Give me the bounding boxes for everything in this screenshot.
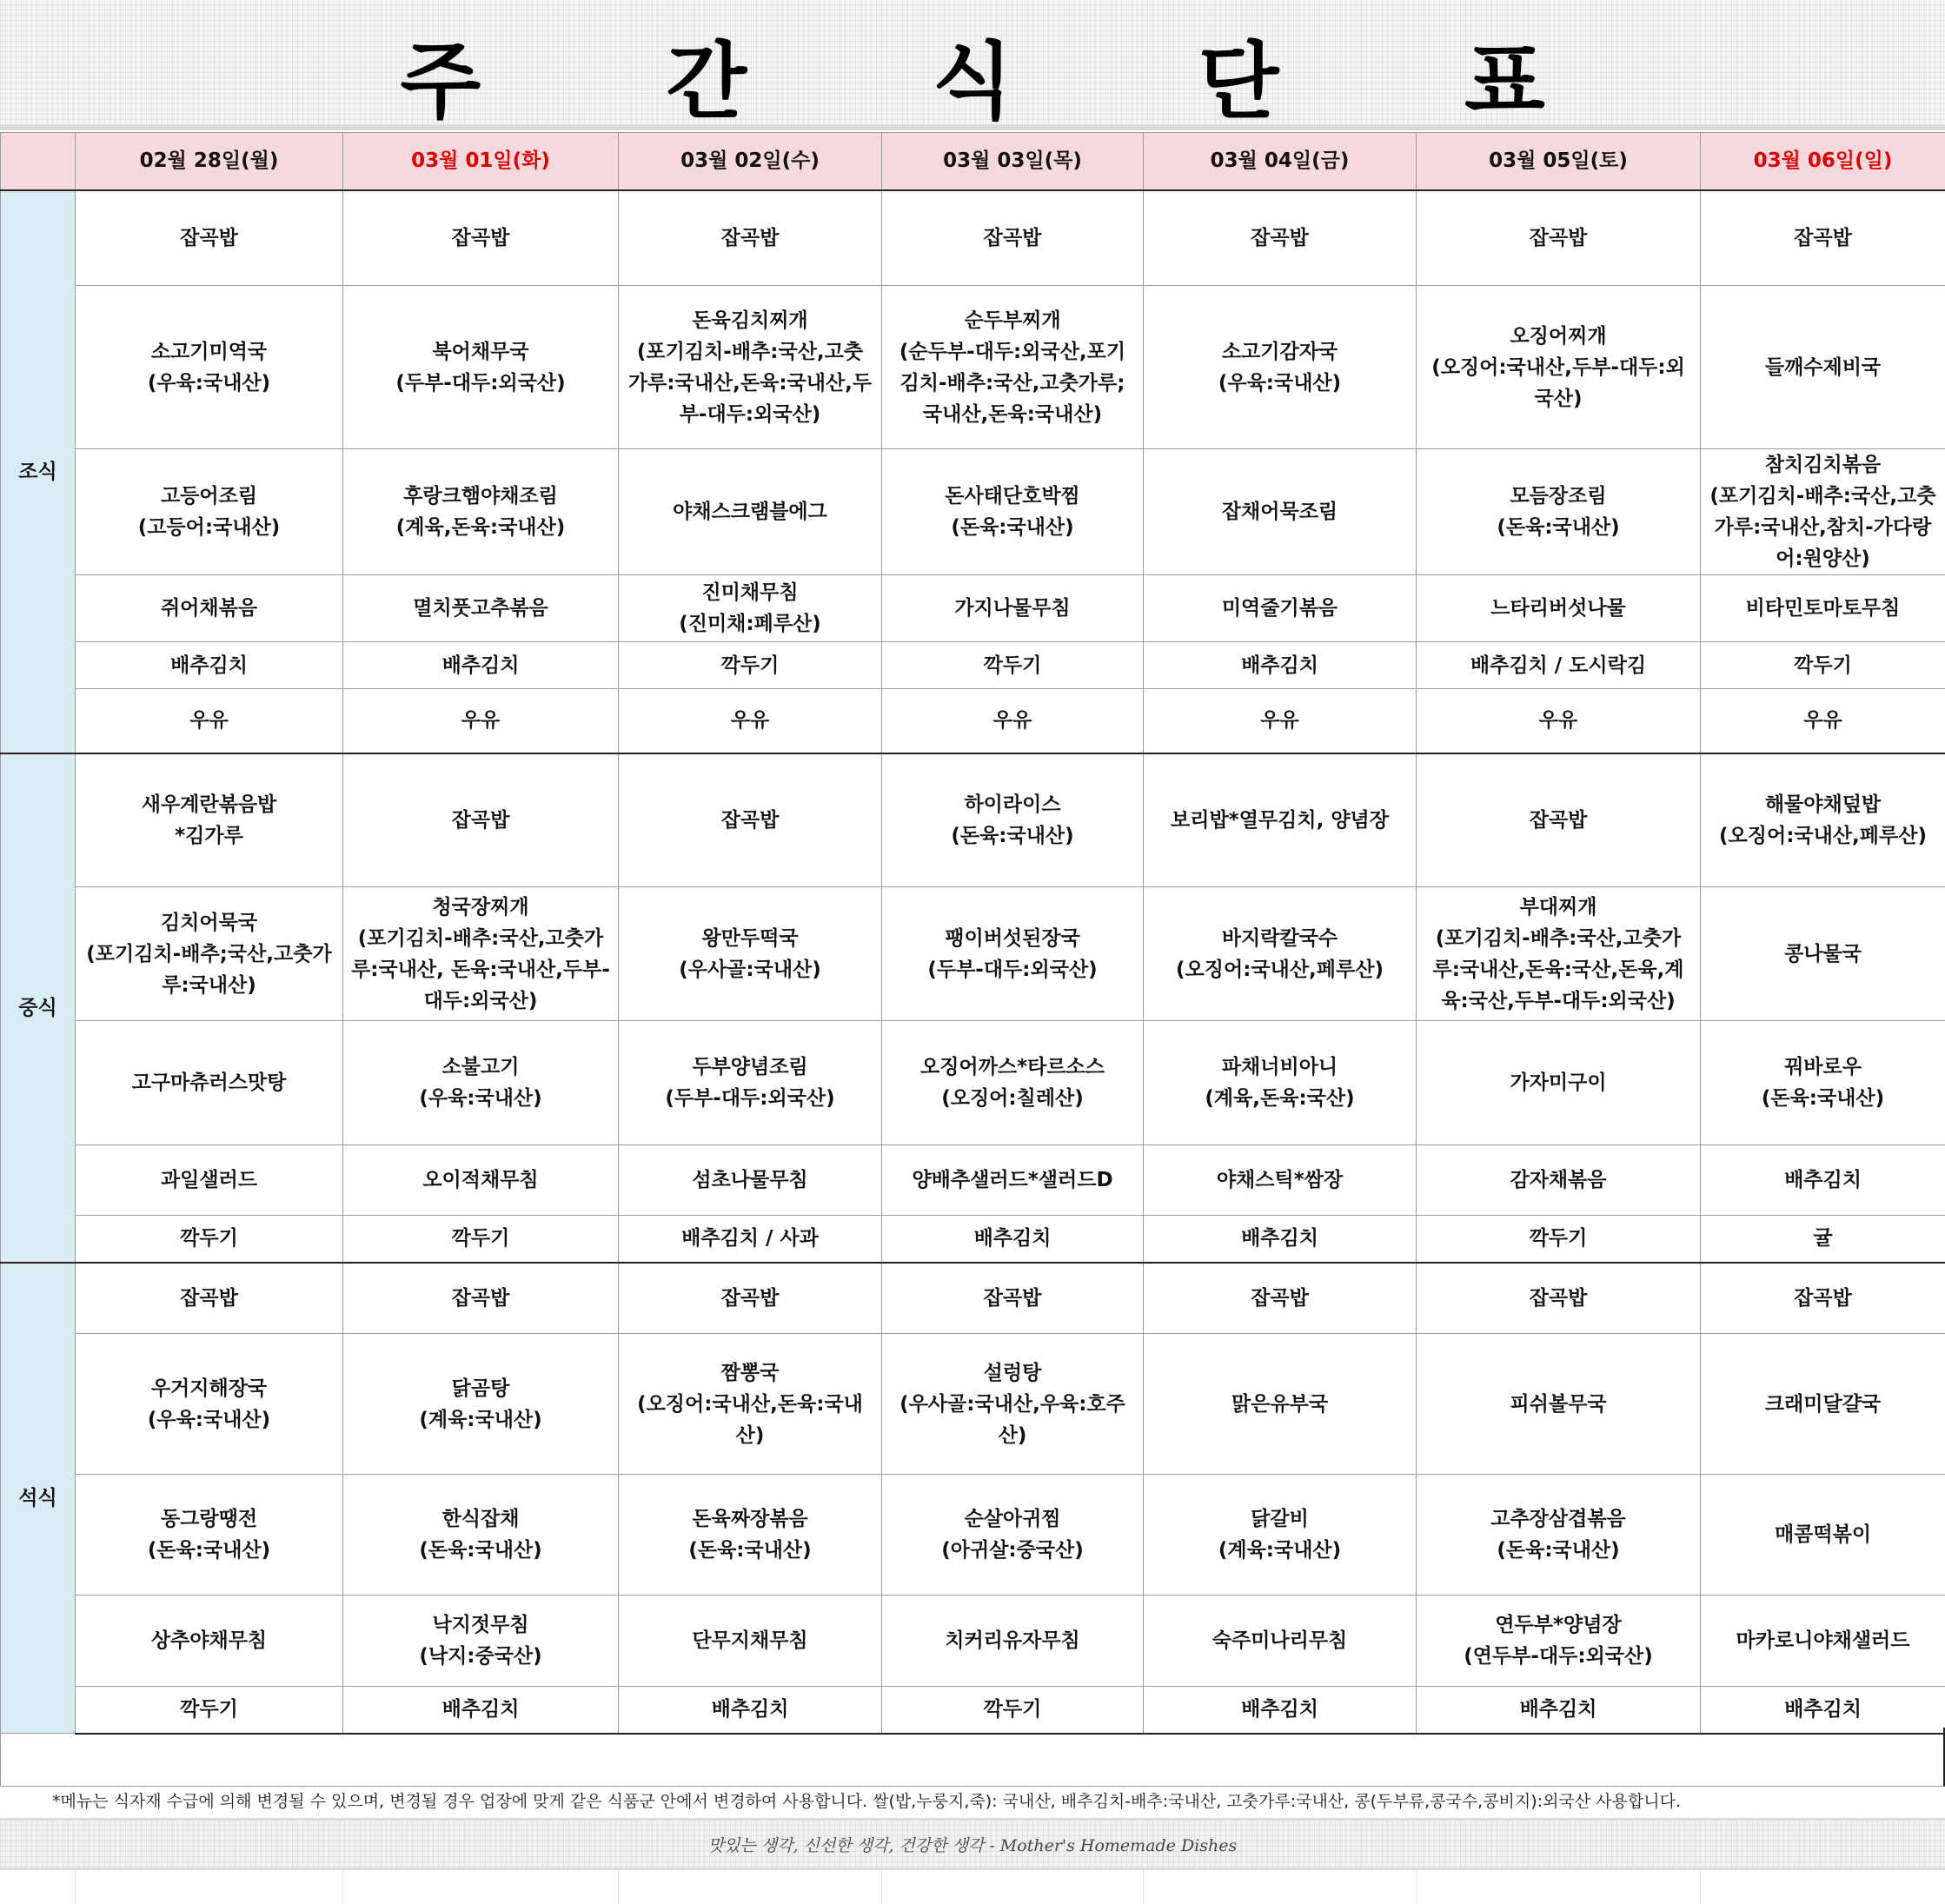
menu-cell: 마카로니야채샐러드 (1701, 1596, 1945, 1687)
menu-cell: 가자미구이 (1417, 1021, 1701, 1145)
menu-cell: 소고기미역국 (우육:국내산) (76, 286, 343, 449)
menu-cell: 잡곡밥 (76, 1263, 343, 1334)
day-header: 02월 28일(월) (76, 133, 343, 190)
menu-cell: 상추야채무침 (76, 1596, 343, 1687)
menu-cell: 콩나물국 (1701, 887, 1945, 1021)
blank-row (0, 1728, 1945, 1787)
menu-cell: 우거지해장국 (우육:국내산) (76, 1334, 343, 1475)
menu-cell: 섬초나물무침 (619, 1145, 882, 1216)
day-header: 03월 06일(일) (1701, 133, 1945, 190)
menu-cell: 돈육김치찌개 (포기김치-배추:국산,고춧 가루:국내산,돈육:국내산,두 부-대두:외국산) (619, 286, 882, 449)
menu-cell: 맑은유부국 (1144, 1334, 1417, 1475)
lunch-row (1, 1145, 1945, 1216)
menu-cell: 순두부찌개 (순두부-대두:외국산,포기 김치-배추:국산,고춧가루; 국내산,돈육:국내산) (882, 286, 1144, 449)
menu-cell: 청국장찌개 (포기김치-배추:국산,고춧가 루:국내산, 돈육:국내산,두부- 대두:외국산) (343, 887, 619, 1021)
menu-cell: 파채너비아니 (계육,돈육:국산) (1144, 1021, 1417, 1145)
footer-band (0, 1818, 1945, 1870)
menu-cell: 깍두기 (882, 642, 1144, 689)
menu-cell: 우유 (1701, 689, 1945, 753)
menu-cell: 잡곡밥 (343, 1263, 619, 1334)
menu-cell: 우유 (76, 689, 343, 753)
breakfast-row (1, 449, 1945, 575)
menu-cell: 순살아귀찜 (아귀살:중국산) (882, 1475, 1144, 1596)
menu-cell: 우유 (343, 689, 619, 753)
meal-label-breakfast: 조식 (1, 190, 76, 753)
menu-cell: 잡곡밥 (619, 1263, 882, 1334)
menu-cell: 참치김치볶음 (포기김치-배추:국산,고춧 가루:국내산,참치-가다랑 어:원양산) (1701, 449, 1945, 575)
breakfast-row (1, 286, 1945, 449)
menu-cell: 잡곡밥 (1417, 1263, 1701, 1334)
date-header-row (1, 133, 1945, 190)
menu-cell: 동그랑땡전 (돈육:국내산) (76, 1475, 343, 1596)
menu-cell: 잡곡밥 (619, 753, 882, 887)
menu-cell: 잡채어묵조림 (1144, 449, 1417, 575)
breakfast-row (1, 642, 1945, 689)
menu-cell: 고등어조림 (고등어:국내산) (76, 449, 343, 575)
menu-cell: 잡곡밥 (882, 190, 1144, 286)
menu-cell: 오이적채무침 (343, 1145, 619, 1216)
menu-cell: 미역줄기볶음 (1144, 575, 1417, 642)
menu-cell: 배추김치 (1701, 1145, 1945, 1216)
menu-cell: 잡곡밥 (1144, 190, 1417, 286)
menu-cell: 우유 (619, 689, 882, 753)
bottom-band (0, 1870, 1945, 1904)
menu-cell: 느타리버섯나물 (1417, 575, 1701, 642)
menu-cell: 들깨수제비국 (1701, 286, 1945, 449)
menu-cell: 잡곡밥 (1701, 190, 1945, 286)
meal-label-lunch: 중식 (1, 753, 76, 1263)
menu-cell: 돈육짜장볶음 (돈육:국내산) (619, 1475, 882, 1596)
menu-cell: 한식잡채 (돈육:국내산) (343, 1475, 619, 1596)
menu-cell: 배추김치 (343, 1687, 619, 1734)
menu-cell: 두부양념조림 (두부-대두:외국산) (619, 1021, 882, 1145)
dinner-row (1, 1687, 1945, 1734)
menu-cell: 새우계란볶음밥 *김가루 (76, 753, 343, 887)
menu-cell: 닭곰탕 (계육:국내산) (343, 1334, 619, 1475)
menu-cell: 배추김치 (1417, 1687, 1701, 1734)
menu-cell: 배추김치 (1701, 1687, 1945, 1734)
menu-cell: 피쉬볼무국 (1417, 1334, 1701, 1475)
menu-cell: 돈사태단호박찜 (돈육:국내산) (882, 449, 1144, 575)
menu-cell: 우유 (882, 689, 1144, 753)
page-title: 주 간 식 단 표 (400, 33, 1623, 130)
menu-cell: 배추김치 / 사과 (619, 1216, 882, 1263)
menu-cell: 낙지젓무침 (낙지:중국산) (343, 1596, 619, 1687)
menu-cell: 잡곡밥 (343, 190, 619, 286)
breakfast-row (1, 190, 1945, 286)
menu-cell: 하이라이스 (돈육:국내산) (882, 753, 1144, 887)
dinner-row (1, 1334, 1945, 1475)
menu-cell: 깍두기 (1417, 1216, 1701, 1263)
menu-cell: 깍두기 (1701, 642, 1945, 689)
menu-cell: 배추김치 (76, 642, 343, 689)
menu-cell: 잡곡밥 (76, 190, 343, 286)
menu-cell: 오징어까스*타르소스 (오징어:칠레산) (882, 1021, 1144, 1145)
menu-cell: 쥐어채볶음 (76, 575, 343, 642)
menu-cell: 김치어묵국 (포기김치-배추;국산,고춧가 루:국내산) (76, 887, 343, 1021)
menu-cell: 깍두기 (619, 642, 882, 689)
menu-cell: 진미채무침 (진미채:페루산) (619, 575, 882, 642)
lunch-row (1, 753, 1945, 887)
menu-cell: 배추김치 (1144, 1216, 1417, 1263)
menu-note: *메뉴는 식자재 수급에 의해 변경될 수 있으며, 변경될 경우 업장에 맞게 같은 식품군 안에서 변경하여 사용합니다. 쌀(밥,누룽지,죽): 국내산, 배추김치-배추:국내산, 고춧가루:국내산, 콩(두부류,콩국수,콩비지):외국산 사용합니다. (52, 1792, 1681, 1811)
menu-cell: 양배추샐러드*샐러드D (882, 1145, 1144, 1216)
footer-slogan: 맛있는 생각, 신선한 생각, 건강한 생각 - Mother's Homemade Dishes (707, 1836, 1238, 1855)
menu-cell: 배추김치 / 도시락김 (1417, 642, 1701, 689)
menu-cell: 부대찌개 (포기김치-배추:국산,고춧가 루:국내산,돈육:국산,돈육,계 육:국산,두부-대두:외국산) (1417, 887, 1701, 1021)
menu-cell: 잡곡밥 (1417, 753, 1701, 887)
menu-cell: 숙주미나리무침 (1144, 1596, 1417, 1687)
menu-cell: 모듬장조림 (돈육:국내산) (1417, 449, 1701, 575)
menu-cell: 가지나물무침 (882, 575, 1144, 642)
menu-cell: 우유 (1417, 689, 1701, 753)
menu-cell: 감자채볶음 (1417, 1145, 1701, 1216)
menu-cell: 잡곡밥 (1417, 190, 1701, 286)
lunch-row (1, 1216, 1945, 1263)
menu-cell: 깍두기 (343, 1216, 619, 1263)
menu-cell: 멸치풋고추볶음 (343, 575, 619, 642)
weekly-menu-table (0, 132, 1945, 1735)
menu-cell: 배추김치 (343, 642, 619, 689)
menu-cell: 우유 (1144, 689, 1417, 753)
lunch-row (1, 1021, 1945, 1145)
menu-cell: 잡곡밥 (1144, 1263, 1417, 1334)
menu-cell: 꿔바로우 (돈육:국내산) (1701, 1021, 1945, 1145)
menu-cell: 깍두기 (882, 1687, 1144, 1734)
breakfast-row (1, 575, 1945, 642)
menu-cell: 소고기감자국 (우육:국내산) (1144, 286, 1417, 449)
menu-cell: 치커리유자무침 (882, 1596, 1144, 1687)
menu-cell: 팽이버섯된장국 (두부-대두:외국산) (882, 887, 1144, 1021)
menu-cell: 연두부*양념장 (연두부-대두:외국산) (1417, 1596, 1701, 1687)
menu-cell: 설렁탕 (우사골:국내산,우육:호주 산) (882, 1334, 1144, 1475)
menu-cell: 오징어찌개 (오징어:국내산,두부-대두:외 국산) (1417, 286, 1701, 449)
menu-cell: 매콤떡볶이 (1701, 1475, 1945, 1596)
day-header: 03월 01일(화) (343, 133, 619, 190)
menu-cell: 깍두기 (76, 1216, 343, 1263)
menu-cell: 비타민토마토무침 (1701, 575, 1945, 642)
meal-label-dinner: 석식 (1, 1263, 76, 1734)
menu-cell: 소불고기 (우육:국내산) (343, 1021, 619, 1145)
menu-cell: 잡곡밥 (1701, 1263, 1945, 1334)
menu-cell: 배추김치 (882, 1216, 1144, 1263)
menu-cell: 잡곡밥 (882, 1263, 1144, 1334)
breakfast-row (1, 689, 1945, 753)
menu-cell: 깍두기 (76, 1687, 343, 1734)
menu-cell: 북어채무국 (두부-대두:외국산) (343, 286, 619, 449)
menu-cell: 보리밥*열무김치, 양념장 (1144, 753, 1417, 887)
dinner-row (1, 1596, 1945, 1687)
menu-cell: 고추장삼겹볶음 (돈육:국내산) (1417, 1475, 1701, 1596)
day-header: 03월 02일(수) (619, 133, 882, 190)
day-header: 03월 04일(금) (1144, 133, 1417, 190)
dinner-row (1, 1263, 1945, 1334)
menu-cell: 바지락칼국수 (오징어:국내산,페루산) (1144, 887, 1417, 1021)
header-corner (1, 133, 76, 190)
menu-cell: 배추김치 (619, 1687, 882, 1734)
menu-cell: 배추김치 (1144, 1687, 1417, 1734)
menu-cell: 후랑크햄야채조림 (계육,돈육:국내산) (343, 449, 619, 575)
menu-cell: 야채스크램블에그 (619, 449, 882, 575)
lunch-row (1, 887, 1945, 1021)
menu-cell: 크래미달걀국 (1701, 1334, 1945, 1475)
menu-cell: 짬뽕국 (오징어:국내산,돈육:국내 산) (619, 1334, 882, 1475)
menu-cell: 야채스틱*쌈장 (1144, 1145, 1417, 1216)
menu-cell: 배추김치 (1144, 642, 1417, 689)
menu-cell: 해물야채덮밥 (오징어:국내산,페루산) (1701, 753, 1945, 887)
dinner-row (1, 1475, 1945, 1596)
menu-cell: 귤 (1701, 1216, 1945, 1263)
menu-cell: 왕만두떡국 (우사골:국내산) (619, 887, 882, 1021)
day-header: 03월 05일(토) (1417, 133, 1701, 190)
title-band (0, 0, 1945, 130)
menu-cell: 닭갈비 (계육:국내산) (1144, 1475, 1417, 1596)
menu-body (1, 190, 1945, 1734)
menu-cell: 잡곡밥 (619, 190, 882, 286)
menu-cell: 과일샐러드 (76, 1145, 343, 1216)
day-header: 03월 03일(목) (882, 133, 1144, 190)
menu-cell: 잡곡밥 (343, 753, 619, 887)
menu-cell: 고구마츄러스맛탕 (76, 1021, 343, 1145)
menu-cell: 단무지채무침 (619, 1596, 882, 1687)
